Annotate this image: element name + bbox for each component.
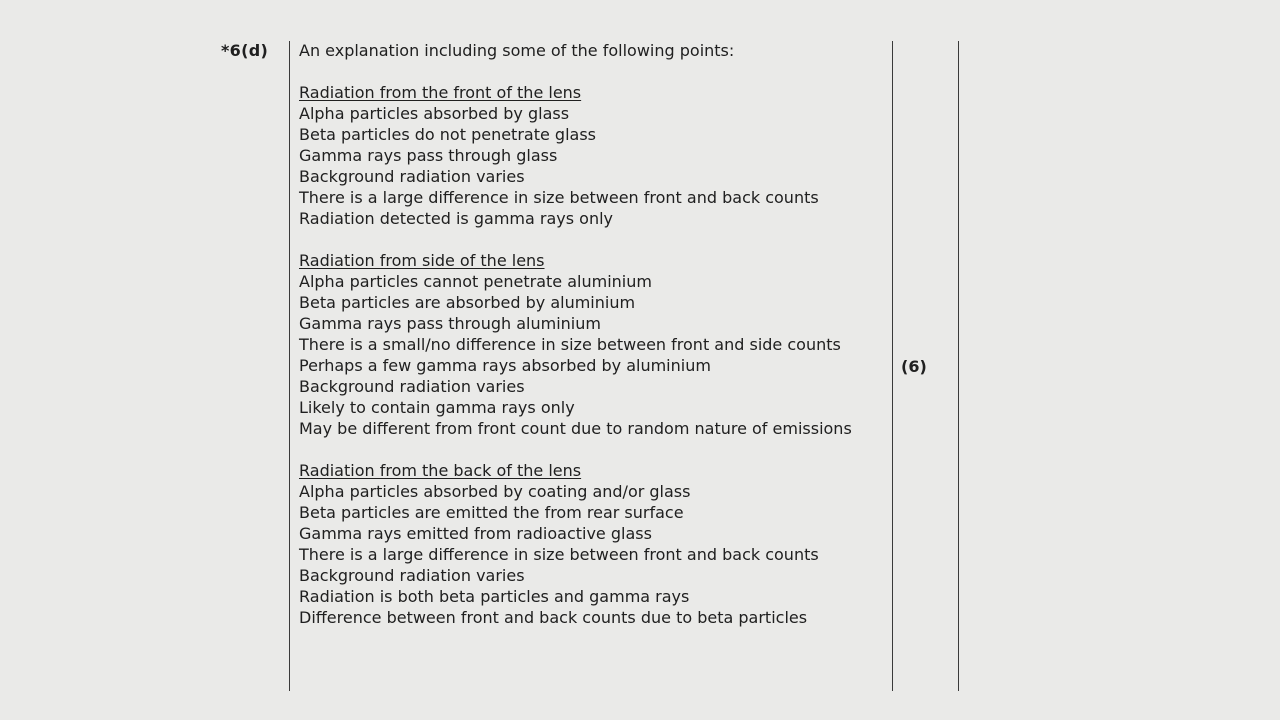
list-item: Difference between front and back counts due to beta particles	[299, 608, 808, 627]
list-item: Perhaps a few gamma rays absorbed by aluminium	[299, 356, 711, 375]
section-side	[299, 250, 884, 439]
list-item: Alpha particles absorbed by coating and/or glass	[299, 482, 691, 501]
list-item: Alpha particles cannot penetrate aluminium	[299, 272, 652, 291]
column-divider-left	[289, 41, 290, 691]
spacer	[299, 61, 884, 82]
list-item: Beta particles are absorbed by aluminium	[299, 293, 636, 312]
section-front	[299, 82, 884, 229]
list-item: Beta particles do not penetrate glass	[299, 125, 596, 144]
list-item: Likely to contain gamma rays only	[299, 398, 575, 417]
list-item: There is a large difference in size between front and back counts	[299, 188, 819, 207]
list-item: Alpha particles absorbed by glass	[299, 104, 570, 123]
list-item: There is a large difference in size between front and back counts	[299, 545, 819, 564]
list-item: Background radiation varies	[299, 566, 525, 585]
spacer	[299, 229, 884, 250]
spacer	[299, 439, 884, 460]
list-item: May be different from front count due to random nature of emissions	[299, 419, 852, 438]
list-item: Beta particles are emitted the from rear surface	[299, 503, 684, 522]
list-item: Gamma rays pass through glass	[299, 146, 558, 165]
list-item: Radiation detected is gamma rays only	[299, 209, 613, 228]
intro-text: An explanation including some of the following points:	[299, 41, 735, 60]
marks-value: (6)	[901, 357, 927, 376]
section-heading: Radiation from the back of the lens	[299, 461, 582, 480]
question-number: *6(d)	[221, 41, 269, 60]
column-divider-right	[958, 41, 959, 691]
section-heading: Radiation from side of the lens	[299, 251, 545, 270]
section-heading: Radiation from the front of the lens	[299, 83, 582, 102]
section-back	[299, 460, 884, 628]
list-item: Gamma rays pass through aluminium	[299, 314, 601, 333]
list-item: There is a small/no difference in size between front and side counts	[299, 335, 841, 354]
list-item: Gamma rays emitted from radioactive glass	[299, 524, 652, 543]
list-item: Background radiation varies	[299, 167, 525, 186]
answer-content	[299, 40, 884, 628]
list-item: Radiation is both beta particles and gamma rays	[299, 587, 690, 606]
column-divider-middle	[892, 41, 893, 691]
list-item: Background radiation varies	[299, 377, 525, 396]
